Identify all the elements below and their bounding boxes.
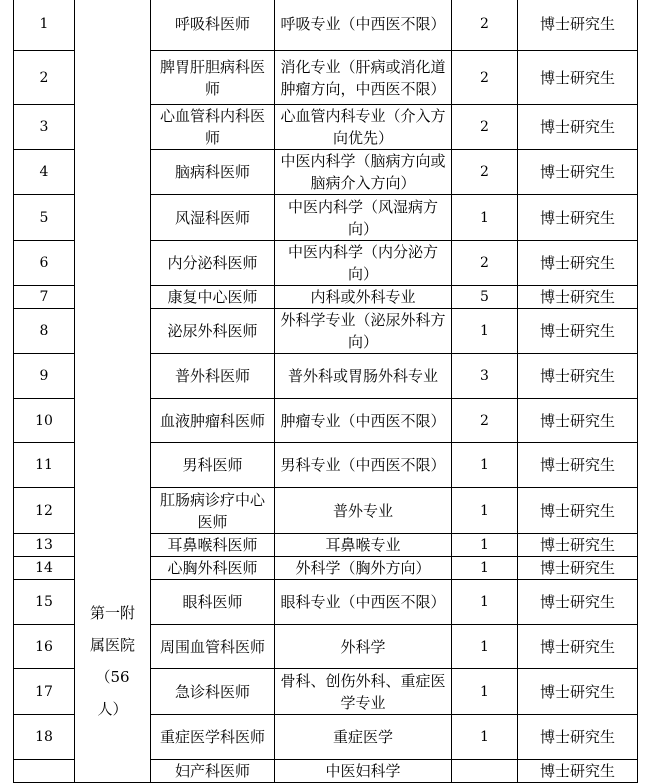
degree-cell: 博士研究生 — [518, 534, 638, 557]
degree-cell: 博士研究生 — [518, 715, 638, 760]
row-number: 16 — [14, 625, 75, 669]
row-number: 9 — [14, 354, 75, 399]
count-cell: 2 — [452, 150, 518, 195]
row-number: 2 — [14, 51, 75, 105]
department-cell — [75, 0, 151, 783]
degree-cell: 博士研究生 — [518, 0, 638, 51]
position-cell: 血液肿瘤科医师 — [151, 399, 275, 443]
degree-cell: 博士研究生 — [518, 51, 638, 105]
major-cell: 外科学专业（泌尿外科方向） — [275, 309, 452, 354]
count-cell: 2 — [452, 105, 518, 150]
row-number: 10 — [14, 399, 75, 443]
major-cell: 肿瘤专业（中西医不限） — [275, 399, 452, 443]
row-number: 13 — [14, 534, 75, 557]
major-cell: 重症医学 — [275, 715, 452, 760]
major-cell: 消化专业（肝病或消化道肿瘤方向，中西医不限） — [275, 51, 452, 105]
degree-cell: 博士研究生 — [518, 241, 638, 286]
count-cell: 1 — [452, 195, 518, 241]
degree-cell: 博士研究生 — [518, 557, 638, 580]
position-cell: 普外科医师 — [151, 354, 275, 399]
position-cell: 心胸外科医师 — [151, 557, 275, 580]
count-cell: 2 — [452, 0, 518, 51]
row-number: 12 — [14, 488, 75, 534]
position-cell: 心血管科内科医师 — [151, 105, 275, 150]
count-cell: 1 — [452, 715, 518, 760]
major-cell: 骨科、创伤外科、重症医学专业 — [275, 669, 452, 715]
position-cell: 呼吸科医师 — [151, 0, 275, 51]
row-number: 14 — [14, 557, 75, 580]
row-number: 18 — [14, 715, 75, 760]
row-number: 15 — [14, 580, 75, 625]
count-cell: 1 — [452, 534, 518, 557]
degree-cell: 博士研究生 — [518, 625, 638, 669]
major-cell: 中医内科学（脑病方向或脑病介入方向） — [275, 150, 452, 195]
count-cell — [452, 760, 518, 783]
row-number: 5 — [14, 195, 75, 241]
degree-cell: 博士研究生 — [518, 309, 638, 354]
degree-cell: 博士研究生 — [518, 488, 638, 534]
department-name-line: 第一附 — [89, 604, 135, 622]
count-cell: 5 — [452, 286, 518, 309]
major-cell: 内科或外科专业 — [275, 286, 452, 309]
table-row — [14, 0, 638, 51]
major-cell: 心血管内科专业（介入方向优先） — [275, 105, 452, 150]
count-cell: 1 — [452, 669, 518, 715]
degree-cell: 博士研究生 — [518, 354, 638, 399]
degree-cell: 博士研究生 — [518, 669, 638, 715]
row-number: 3 — [14, 105, 75, 150]
major-cell: 中医内科学（风湿病方向） — [275, 195, 452, 241]
major-cell: 普外专业 — [275, 488, 452, 534]
count-cell: 1 — [452, 625, 518, 669]
degree-cell: 博士研究生 — [518, 443, 638, 488]
row-number: 4 — [14, 150, 75, 195]
position-cell: 耳鼻喉科医师 — [151, 534, 275, 557]
position-cell: 男科医师 — [151, 443, 275, 488]
row-number: 6 — [14, 241, 75, 286]
position-cell: 妇产科医师 — [151, 760, 275, 783]
degree-cell: 博士研究生 — [518, 580, 638, 625]
position-cell: 肛肠病诊疗中心医师 — [151, 488, 275, 534]
count-cell: 2 — [452, 51, 518, 105]
position-cell: 康复中心医师 — [151, 286, 275, 309]
major-cell: 男科专业（中西医不限） — [275, 443, 452, 488]
table-body — [14, 0, 638, 783]
position-cell: 风湿科医师 — [151, 195, 275, 241]
degree-cell: 博士研究生 — [518, 150, 638, 195]
recruitment-table — [13, 0, 638, 783]
major-cell: 中医妇科学 — [275, 760, 452, 783]
major-cell: 外科学 — [275, 625, 452, 669]
major-cell: 外科学（胸外方向） — [275, 557, 452, 580]
row-number: 17 — [14, 669, 75, 715]
degree-cell: 博士研究生 — [518, 399, 638, 443]
major-cell: 呼吸专业（中西医不限） — [275, 0, 452, 51]
count-cell: 1 — [452, 557, 518, 580]
count-cell: 2 — [452, 241, 518, 286]
position-cell: 眼科医师 — [151, 580, 275, 625]
count-cell: 1 — [452, 488, 518, 534]
position-cell: 急诊科医师 — [151, 669, 275, 715]
row-number: 7 — [14, 286, 75, 309]
major-cell: 普外科或胃肠外科专业 — [275, 354, 452, 399]
degree-cell: 博士研究生 — [518, 195, 638, 241]
count-cell: 3 — [452, 354, 518, 399]
degree-cell: 博士研究生 — [518, 286, 638, 309]
position-cell: 周围血管科医师 — [151, 625, 275, 669]
position-cell: 脑病科医师 — [151, 150, 275, 195]
position-cell: 内分泌科医师 — [151, 241, 275, 286]
row-number: 11 — [14, 443, 75, 488]
department-name-line: （56 — [95, 668, 130, 686]
row-number — [14, 760, 75, 783]
count-cell: 1 — [452, 309, 518, 354]
count-cell: 1 — [452, 580, 518, 625]
major-cell: 耳鼻喉专业 — [275, 534, 452, 557]
degree-cell: 博士研究生 — [518, 105, 638, 150]
count-cell: 1 — [452, 443, 518, 488]
position-cell: 泌尿外科医师 — [151, 309, 275, 354]
department-name-line: 人） — [97, 700, 128, 718]
row-number: 8 — [14, 309, 75, 354]
position-cell: 重症医学科医师 — [151, 715, 275, 760]
major-cell: 中医内科学（内分泌方向） — [275, 241, 452, 286]
degree-cell: 博士研究生 — [518, 760, 638, 783]
count-cell: 2 — [452, 399, 518, 443]
department-name-line: 属医院 — [89, 636, 135, 654]
row-number: 1 — [14, 0, 75, 51]
major-cell: 眼科专业（中西医不限） — [275, 580, 452, 625]
position-cell: 脾胃肝胆病科医师 — [151, 51, 275, 105]
